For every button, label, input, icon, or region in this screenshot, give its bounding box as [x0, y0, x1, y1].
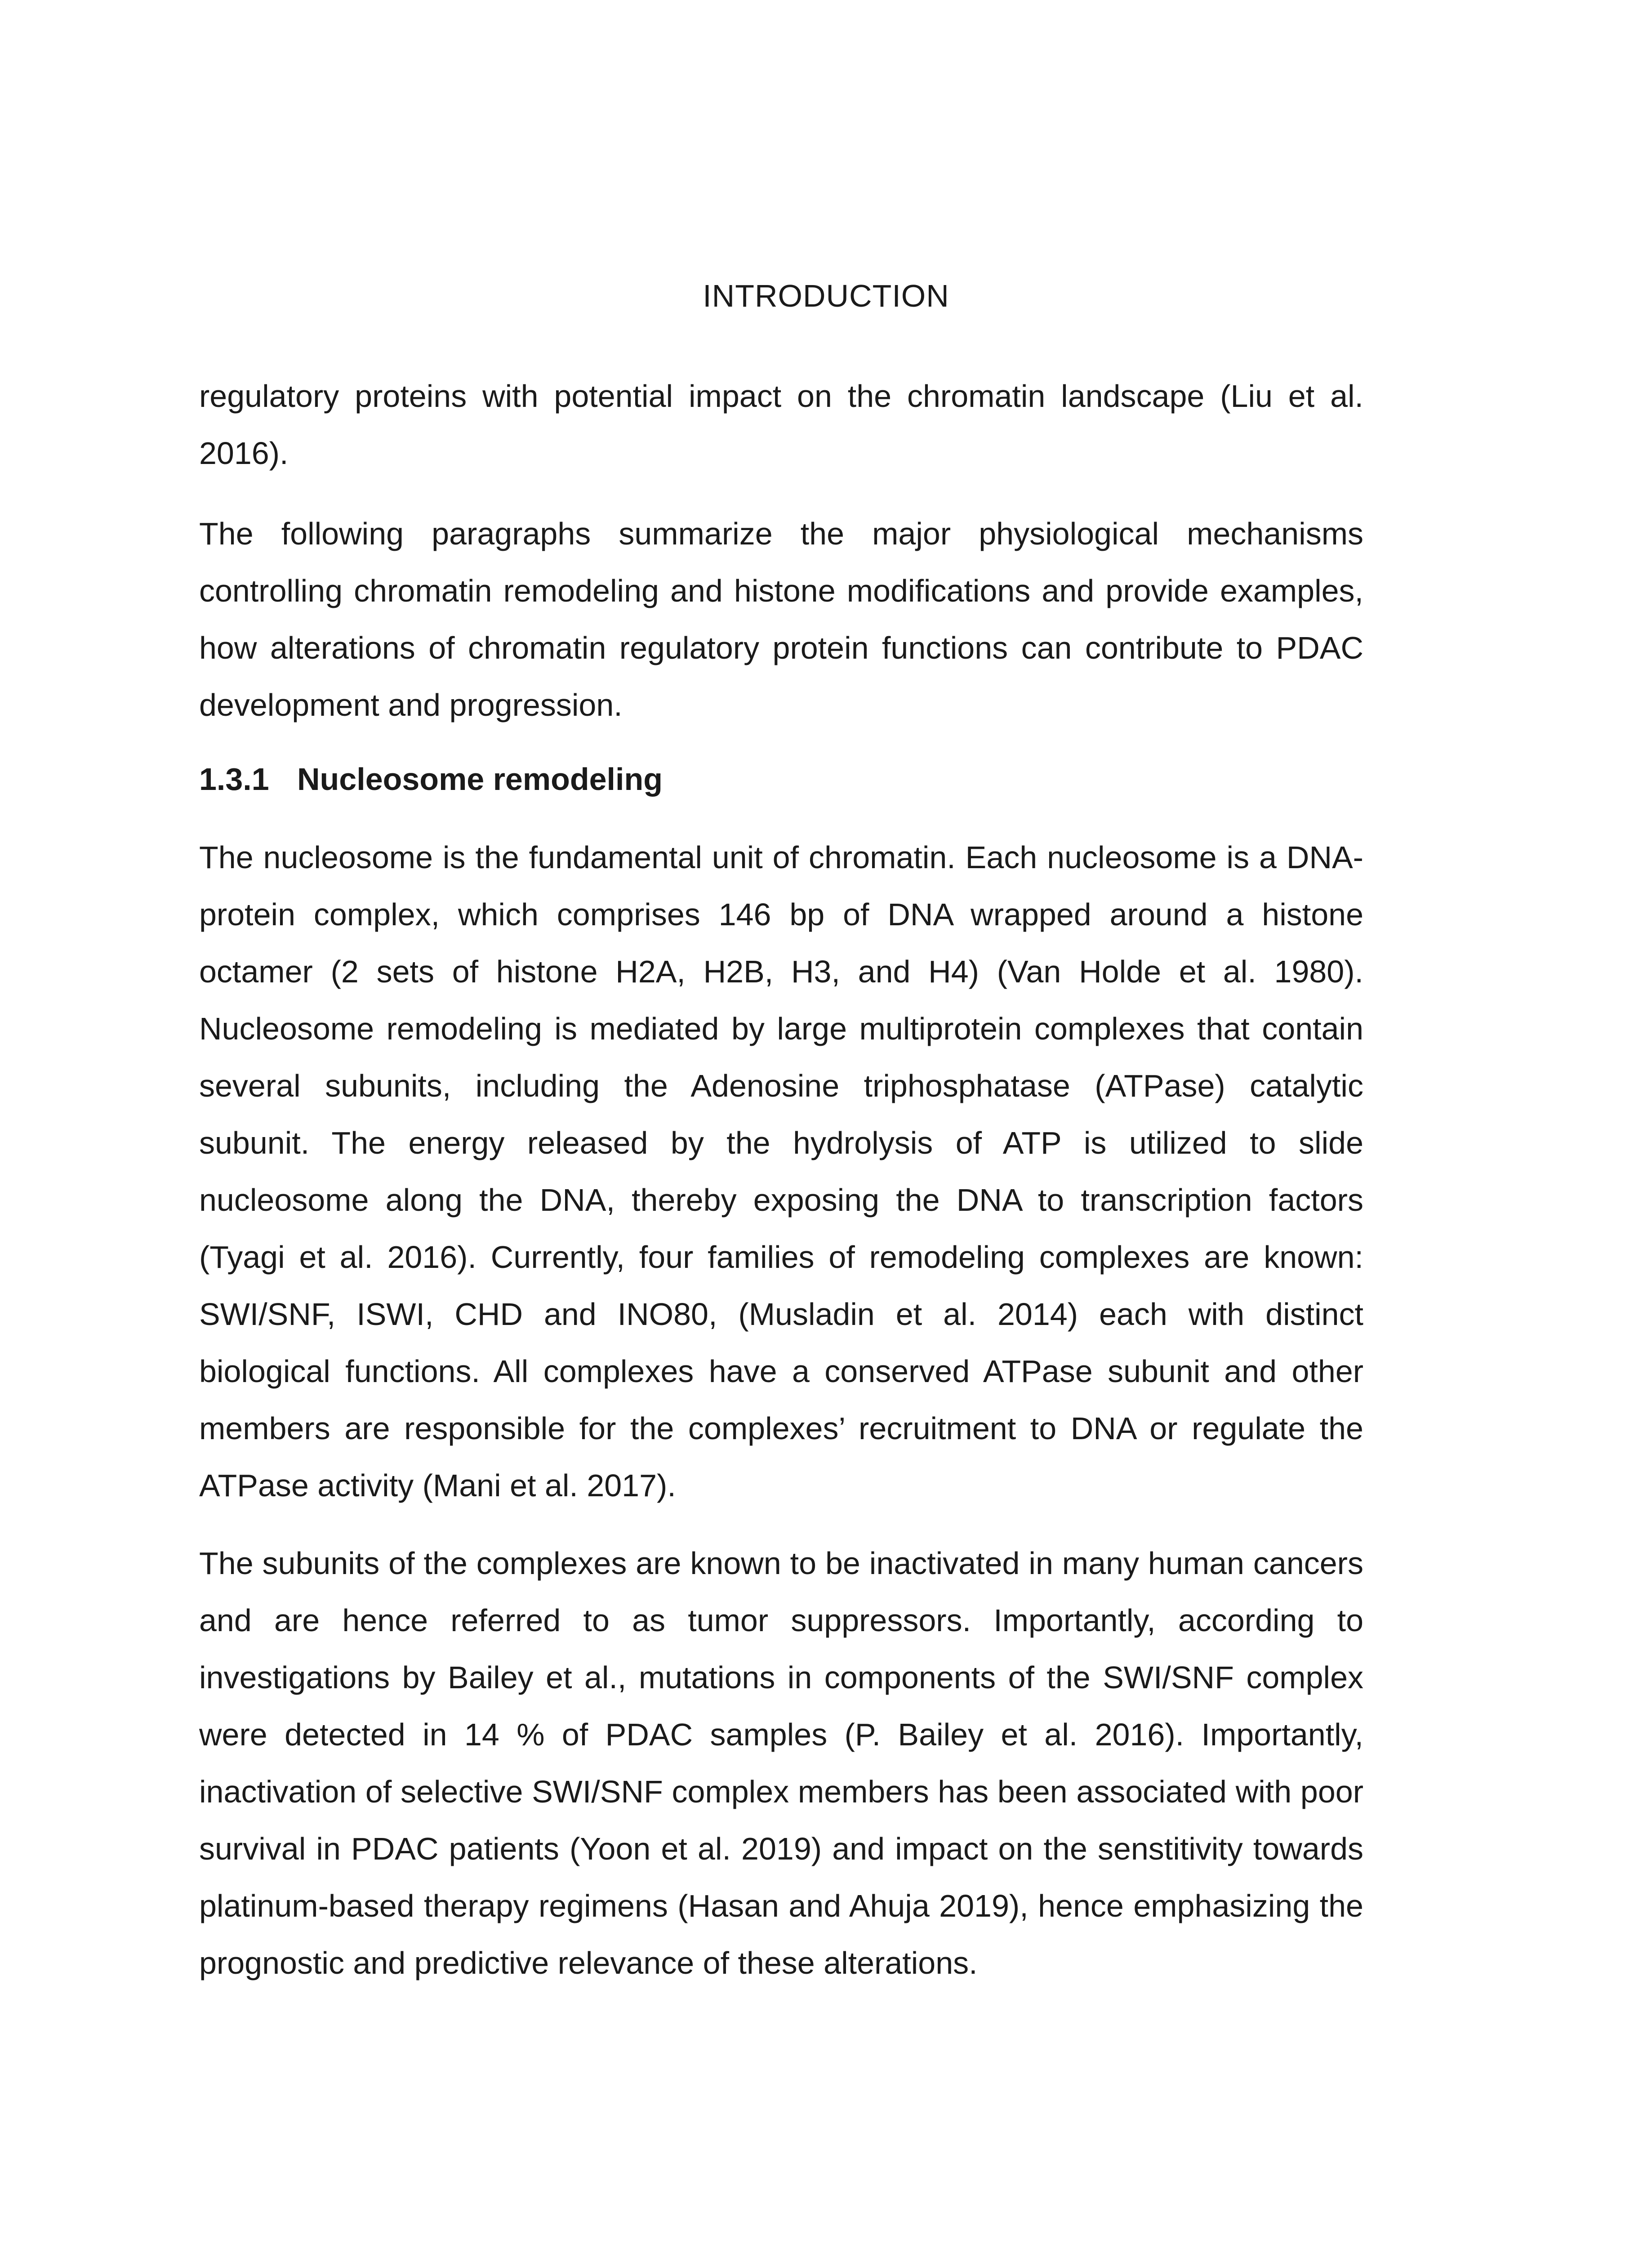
- section-number: 1.3.1: [199, 762, 269, 797]
- section-title: Nucleosome remodeling: [297, 762, 663, 797]
- paragraph-overview: The following paragraphs summarize the major physiological mechanisms controlling chromatin remodeling and histone modifications and provide examples, how alterations of chromatin regulatory protein functions can contribute to PDAC development and progression.: [199, 516, 1363, 723]
- paragraph-nucleosome: The nucleosome is the fundamental unit of chromatin. Each nucleosome is a DNA-protein complex, which comprises 146 bp of DNA wrapped around a histone octamer (2 sets of histone H2A, H2B, H3, and H4) (Van Holde et al. 1980). Nucleosome remodeling is mediated by large multiprotein complexes that contain several subunits, including the Adenosine triphosphatase (ATPase) catalytic subunit. The energy released by the hydrolysis of ATP is utilized to slide nucleosome along the DNA, thereby exposing the DNA to transcription factors (Tyagi et al. 2016). Currently, four families of remodeling complexes are known: SWI/SNF, ISWI, CHD and INO80, (Musladin et al. 2014) each with distinct biological functions. All complexes have a conserved ATPase subunit and other members are responsible for the complexes’ recruitment to DNA or regulate the ATPase activity (Mani et al. 2017).: [199, 840, 1363, 1503]
- paragraph-continuation: regulatory proteins with potential impact on the chromatin landscape (Liu et al. 2016).: [199, 379, 1363, 471]
- running-header: INTRODUCTION: [703, 278, 949, 313]
- paragraph-subunits: The subunits of the complexes are known to be inactivated in many human cancers and are hence referred to as tumor suppressors. Importantly, according to investigations by Bailey et al., mutations in components of the SWI/SNF complex were detected in 14 % of PDAC samples (P. Bailey et al. 2016). Importantly, inactivation of selective SWI/SNF complex members has been associated with poor survival in PDAC patients (Yoon et al. 2019) and impact on the senstitivity towards platinum-based therapy regimens (Hasan and Ahuja 2019), hence emphasizing the prognostic and predictive relevance of these alterations.: [199, 1546, 1363, 1980]
- section-heading: [199, 757, 663, 802]
